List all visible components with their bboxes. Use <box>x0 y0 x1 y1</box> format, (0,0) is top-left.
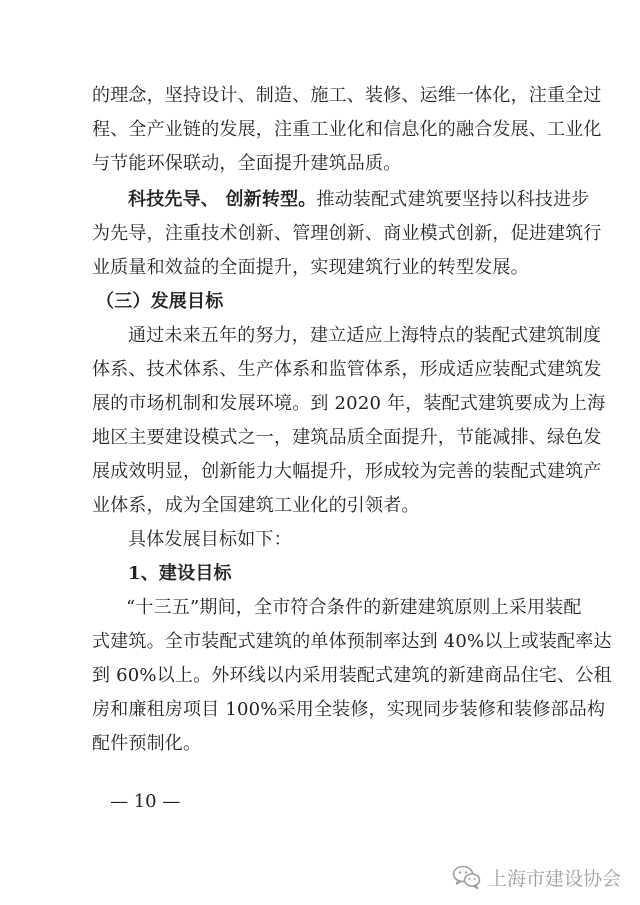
paragraph-line: 地区主要建设模式之一，建筑品质全面提升，节能减排、绿色发 <box>92 427 602 448</box>
paragraph-line: 房和廉租房项目 100%采用全装修，实现同步装修和装修部品构 <box>92 699 606 720</box>
paragraph-line: 的理念，坚持设计、制造、施工、装修、运维一体化，注重全过 <box>92 85 602 106</box>
watermark <box>452 862 621 892</box>
bold-lead: 科技先导、 创新转型。 <box>128 189 317 210</box>
paragraph-line: 业体系，成为全国建筑工业化的引领者。 <box>92 495 420 516</box>
paragraph-line: 到 60%以上。外环线以内采用装配式建筑的新建商品住宅、公租 <box>92 665 612 686</box>
paragraph-line: 式建筑。全市装配式建筑的单体预制率达到 40%以上或装配率达 <box>92 631 612 652</box>
paragraph-line <box>128 188 589 212</box>
section-heading: （三）发展目标 <box>96 291 224 312</box>
paragraph-line: “十三五”期间，全市符合条件的新建建筑原则上采用装配 <box>126 597 582 618</box>
wechat-icon <box>452 864 482 890</box>
paragraph-line: 展成效明显，创新能力大幅提升，形成较为完善的装配式建筑产 <box>92 461 602 482</box>
paragraph-line: 配件预制化。 <box>92 733 202 754</box>
page-number: — 10 — <box>110 791 181 812</box>
paragraph-line: 与节能环保联动，全面提升建筑品质。 <box>92 153 402 174</box>
paragraph-line: 程、全产业链的发展，注重工业化和信息化的融合发展、工业化 <box>92 119 602 140</box>
paragraph-line: 具体发展目标如下： <box>128 529 292 550</box>
watermark-text: 上海市建设协会 <box>488 867 622 890</box>
paragraph-line: 业质量和效益的全面提升，实现建筑行业的转型发展。 <box>92 257 529 278</box>
paragraph-line: 通过未来五年的努力，建立适应上海特点的装配式建筑制度 <box>128 325 602 346</box>
paragraph-line: 体系、技术体系、生产体系和监管体系，形成适应装配式建筑发 <box>92 359 602 380</box>
paragraph-line: 为先导，注重技术创新、管理创新、商业模式创新，促进建筑行 <box>92 223 602 244</box>
paragraph-line: 展的市场机制和发展环境。到 2020 年，装配式建筑要成为上海 <box>92 393 606 414</box>
subsection-heading: 1、建设目标 <box>128 563 232 584</box>
paragraph-text: 推动装配式建筑要坚持以科技进步 <box>316 189 590 210</box>
